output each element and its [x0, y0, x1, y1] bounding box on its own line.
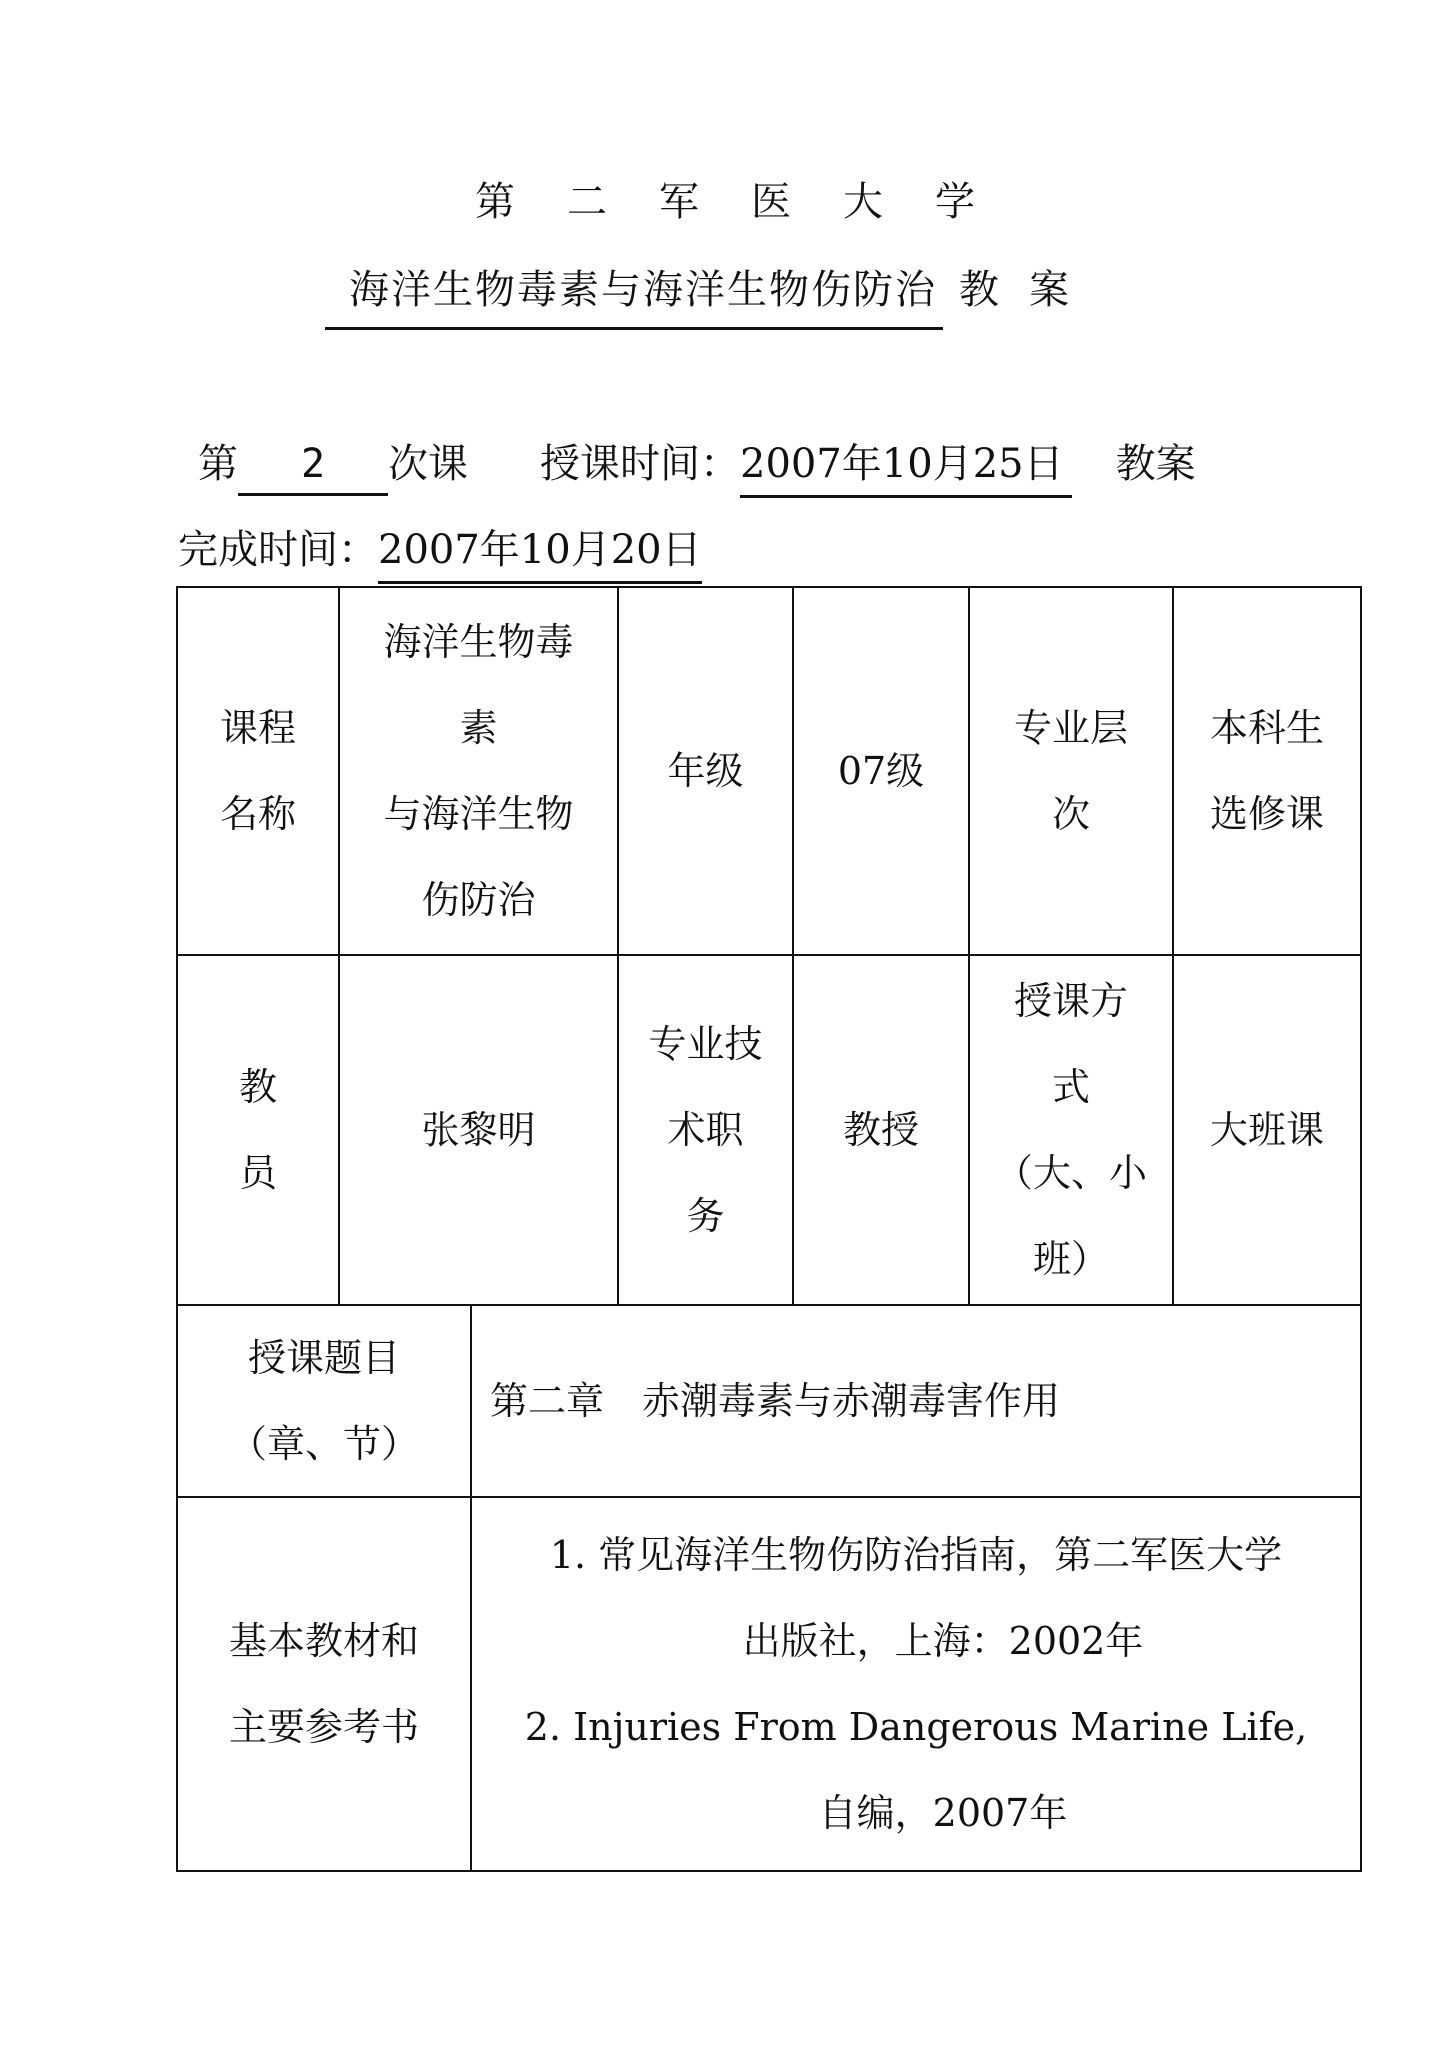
title-label-cell: 专业技 术职 务	[618, 955, 793, 1305]
list-item: 1. 常见海洋生物伤防治指南，第二军医大学	[549, 1533, 1283, 1577]
plan-label: 教案	[1115, 441, 1196, 487]
complete-time: 2007年10月20日	[378, 518, 702, 584]
method-value-cell: 大班课	[1173, 955, 1361, 1305]
teacher-value-cell: 张黎明	[339, 955, 618, 1305]
table-row	[177, 587, 1361, 955]
course-name-label-cell: 课程 名称	[177, 587, 339, 955]
doc-type: 教案	[959, 267, 1099, 313]
level-value-cell: 本科生 选修课	[1173, 587, 1361, 955]
lesson-info-line	[198, 432, 1196, 498]
teacher-label-cell: 教 员	[177, 955, 339, 1305]
grade-value-cell: 07级	[793, 587, 969, 955]
books-label-cell: 基本教材和 主要参考书	[177, 1497, 471, 1871]
university-title: 第二军医大学	[475, 179, 1027, 225]
lesson-prefix: 第	[198, 441, 238, 487]
teach-time-label: 授课时间：	[540, 441, 740, 487]
lesson-suffix: 次课	[388, 441, 468, 487]
teach-time: 2007年10月25日	[740, 432, 1072, 498]
topic-label-cell: 授课题目 （章、节）	[177, 1305, 471, 1497]
list-item: 出版社，上海：2002年	[742, 1619, 1144, 1663]
complete-info-line	[178, 518, 702, 584]
lesson-number: 2	[238, 441, 388, 496]
method-label-cell: 授课方 式 （大、小 班）	[969, 955, 1173, 1305]
topic-value-cell: 第二章 赤潮毒素与赤潮毒害作用	[471, 1305, 1361, 1497]
course-name: 海洋生物毒素与海洋生物伤防治	[325, 258, 943, 330]
table-row	[177, 955, 1361, 1305]
course-name-value-cell: 海洋生物毒 素 与海洋生物 伤防治	[339, 587, 618, 955]
grade-label-cell: 年级	[618, 587, 793, 955]
course-title	[325, 258, 1099, 330]
list-item: 2. Injuries From Dangerous Marine Life,	[524, 1705, 1308, 1749]
list-item: 自编，2007年	[818, 1791, 1068, 1835]
level-label-cell: 专业层 次	[969, 587, 1173, 955]
title-value-cell: 教授	[793, 955, 969, 1305]
table-row	[177, 1497, 1361, 1871]
table-row	[177, 1305, 1361, 1497]
complete-label: 完成时间：	[178, 527, 378, 573]
books-cell	[471, 1497, 1361, 1871]
lesson-plan-table	[176, 586, 1362, 1872]
